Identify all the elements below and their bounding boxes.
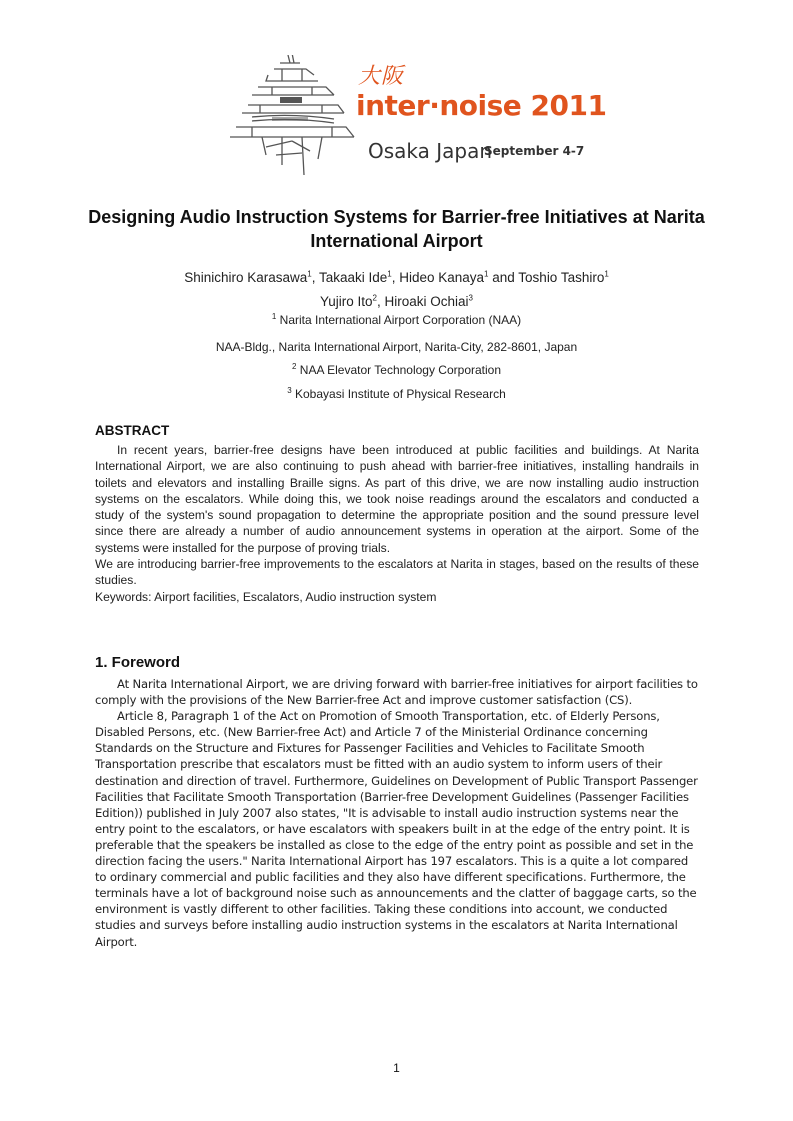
abstract-body — [95, 442, 699, 605]
logo-kanji: 大阪 — [358, 64, 405, 89]
abstract-paragraph-2: We are introducing barrier-free improvements to the escalators at Narita in stages, based on the results of these studies. — [95, 557, 699, 588]
affiliation-1: $^1$ Narita International Airport Corporation (NAA) — [271, 312, 522, 327]
author-affiliation-mark: 1 — [387, 269, 392, 279]
logo-location: Osaka Japan — [368, 139, 493, 163]
paper-title: Designing Audio Instruction Systems for Barrier-free Initiatives at Narita International Airport — [88, 207, 705, 251]
foreword-body — [95, 676, 699, 950]
author-name: Hideo Kanaya — [399, 270, 485, 285]
affiliation-3: $^3$ Kobayasi Institute of Physical Research — [287, 386, 506, 401]
logo-event-name: inter·noise 2011 — [356, 89, 607, 122]
author-name: Hiroaki Ochiai — [384, 294, 469, 309]
abstract-keywords: Keywords: Airport facilities, Escalators, Audio instruction system — [95, 589, 437, 604]
foreword-paragraph-2: Article 8, Paragraph 1 of the Act on Promotion of Smooth Transportation, etc. of Elderly Persons, Disabled Persons, etc. (New Barrier-free Act) and Article 7 of the Ministerial Ordinance concerning Standards on the Structure and Fixtures for Passenger Facilities and Vehicles to Facilitate Smooth Transportation prescribe that escalators must be fitted with an audio system to inform users of their destination and direction of travel. Furthermore, Guidelines on Development of Public Transport Passenger Facilities that Facilitate Smooth Transportation (Barrier-free Development Guidelines (Passenger Facilities Edition)) published in July 2007 also states, "It is advisable to install audio instruction systems near the entry point to the escalators, or have escalators with speakers built in at the edge of the entry point. It is preferable that the speakers be installed as close to the edge of the entry point as possible and set in the direction facing the users." Narita International Airport has 197 escalators. This is a quite a lot compared to ordinary commercial and public facilities and they also have different specifications. Furthermore, the terminals have a lot of background noise such as announcements and the clatter of baggage carts, so the environment is vastly different to other facilities. Taking these conditions into account, we conducted studies and surveys before installing audio instruction systems in the escalators at Narita International Airport. — [95, 709, 698, 949]
page-number: 1 — [393, 1061, 400, 1075]
affiliation-address: NAA-Bldg., Narita International Airport, Narita-City, 282-8601, Japan — [215, 340, 578, 354]
author-affiliation-mark: 2 — [372, 293, 377, 303]
author-name: Takaaki Ide — [318, 270, 388, 285]
authors-block — [60, 266, 733, 314]
author-name: Shinichiro Karasawa — [184, 270, 308, 285]
author-name: Yujiro Ito — [320, 294, 373, 309]
author-affiliation-mark: 1 — [484, 269, 489, 279]
abstract-heading: ABSTRACT — [95, 423, 170, 438]
section-heading-foreword: 1. Foreword — [95, 654, 181, 671]
conference-logo — [222, 55, 607, 190]
affiliation-2: $^2$ NAA Elevator Technology Corporation — [291, 362, 502, 377]
abstract-paragraph-1: In recent years, barrier-free designs have been introduced at public facilities and buildings. At Narita International Airport, we are also continuing to push ahead with barrier-free initiatives, installing handrails in toilets and elevators and installing Braille signs. As part of this drive, we are now installing audio instruction systems on the escalators. While doing this, we took noise readings around the escalators and conducted a study of the system's sound propagation to determine the appropriate position and the sound pressure level since there are already a number of audio announcement systems in operation at the airport. Some of the systems were installed for the purpose of proving trials. — [95, 443, 699, 555]
authors-line-2: Yujiro Ito$^2$, Hiroaki Ochiai$^3$ — [320, 293, 473, 309]
logo-dates: September 4-7 — [484, 144, 585, 158]
author-affiliation-mark: 1 — [604, 269, 609, 279]
author-name: Toshio Tashiro — [518, 270, 605, 285]
osaka-castle-icon — [222, 55, 362, 190]
foreword-paragraph-1: At Narita International Airport, we are driving forward with barrier-free initiatives for airport facilities to comply with the provisions of the New Barrier-free Act and improve customer satisfaction (CS). — [95, 677, 698, 708]
author-affiliation-mark: 3 — [468, 293, 473, 303]
author-affiliation-mark: 1 — [307, 269, 312, 279]
authors-line-1: Shinichiro Karasawa$^1$, Takaaki Ide$^1$, Hideo Kanaya$^1$ and Toshio Tashiro$^1$ — [184, 269, 609, 285]
